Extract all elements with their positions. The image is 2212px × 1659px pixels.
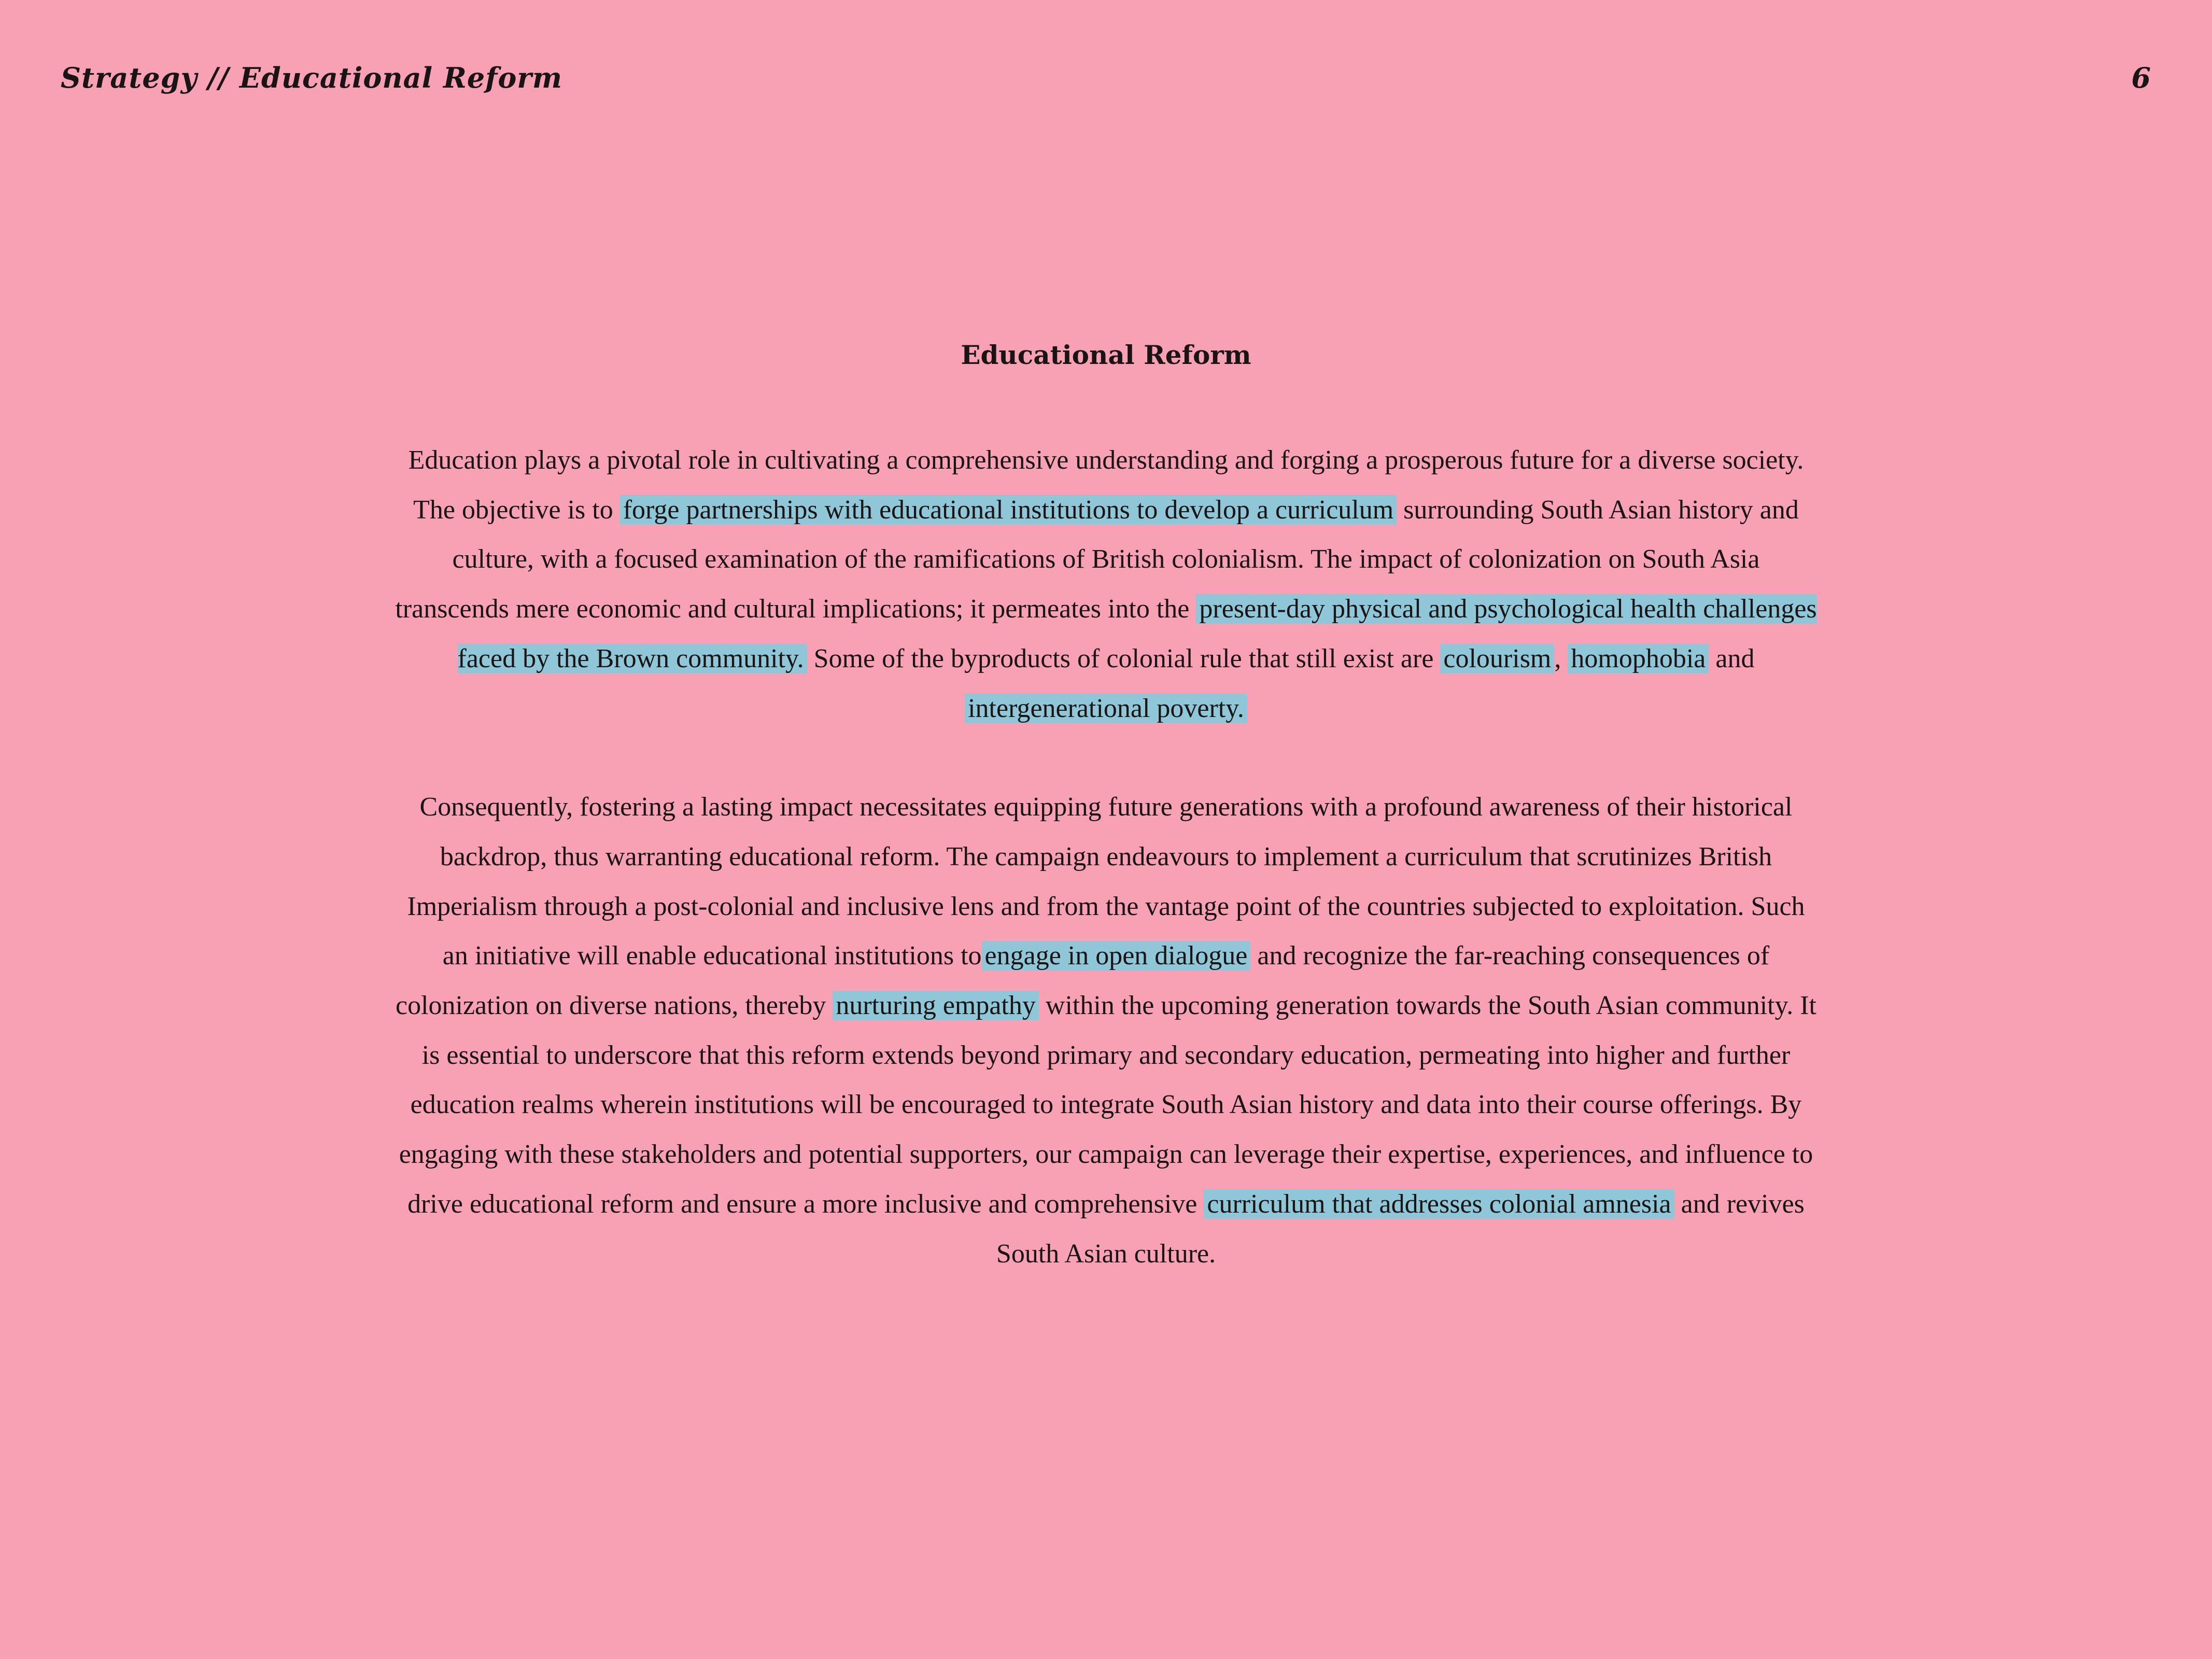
- page-header: [61, 61, 2151, 94]
- text-run: and revives South Asian culture.: [996, 1189, 1805, 1269]
- paragraph-2: [394, 782, 1818, 1278]
- document-body: [394, 342, 1818, 1278]
- highlighted-phrase: colourism: [1440, 644, 1554, 673]
- highlighted-phrase: curriculum that addresses colonial amnesia: [1204, 1189, 1674, 1219]
- text-run: ,: [1554, 643, 1568, 673]
- paragraph-1: [394, 435, 1818, 733]
- highlighted-phrase: homophobia: [1568, 644, 1709, 673]
- highlighted-phrase: nurturing empathy: [833, 991, 1039, 1020]
- section-title: Strategy // Educational Reform: [61, 61, 563, 94]
- text-run: Education plays a pivotal role in cultivating a comprehensive understanding and forging a prosperous future for a diverse society. The objective is to: [408, 445, 1804, 525]
- text-run: and: [1709, 643, 1755, 673]
- text-run: within the upcoming generation towards the South Asian community. It is essential to underscore that this reform extends beyond primary and secondary education, permeating into higher and further education realms wherein institutions will be encouraged to integrate South Asian history and data into their course offerings. By engaging with these stakeholders and potential supporters, our campaign can leverage their expertise, experiences, and influence to drive educational reform and ensure a more inclusive and comprehensive: [399, 991, 1816, 1219]
- highlighted-phrase: engage in open dialogue: [982, 941, 1251, 971]
- page-number: 6: [2131, 61, 2151, 94]
- text-run: and recognize the far-reaching consequences of colonization on diverse nations, thereby: [396, 941, 1770, 1021]
- text-run: Some of the byproducts of colonial rule that still exist are: [807, 643, 1441, 673]
- highlighted-phrase: present-day physical and psychological health challenges faced by the Brown community.: [457, 594, 1817, 673]
- text-run: surrounding South Asian history and culture, with a focused examination of the ramifications of British colonialism. The impact of colonization on South Asia transcends mere economic and cultural implications; it permeates into the: [395, 495, 1799, 624]
- text-run: Consequently, fostering a lasting impact necessitates equipping future generations with a profound awareness of their historical backdrop, thus warranting educational reform. The campaign endeavours to implement a curriculum that scrutinizes British Imperialism through a post-colonial and inclusive lens and from the vantage point of the countries subjected to exploitation. Such an initiative will enable educational institutions to: [407, 792, 1805, 971]
- page-title: Educational Reform: [961, 340, 1251, 370]
- highlighted-phrase: forge partnerships with educational institutions to develop a curriculum: [620, 495, 1397, 525]
- highlighted-phrase: intergenerational poverty.: [965, 694, 1247, 723]
